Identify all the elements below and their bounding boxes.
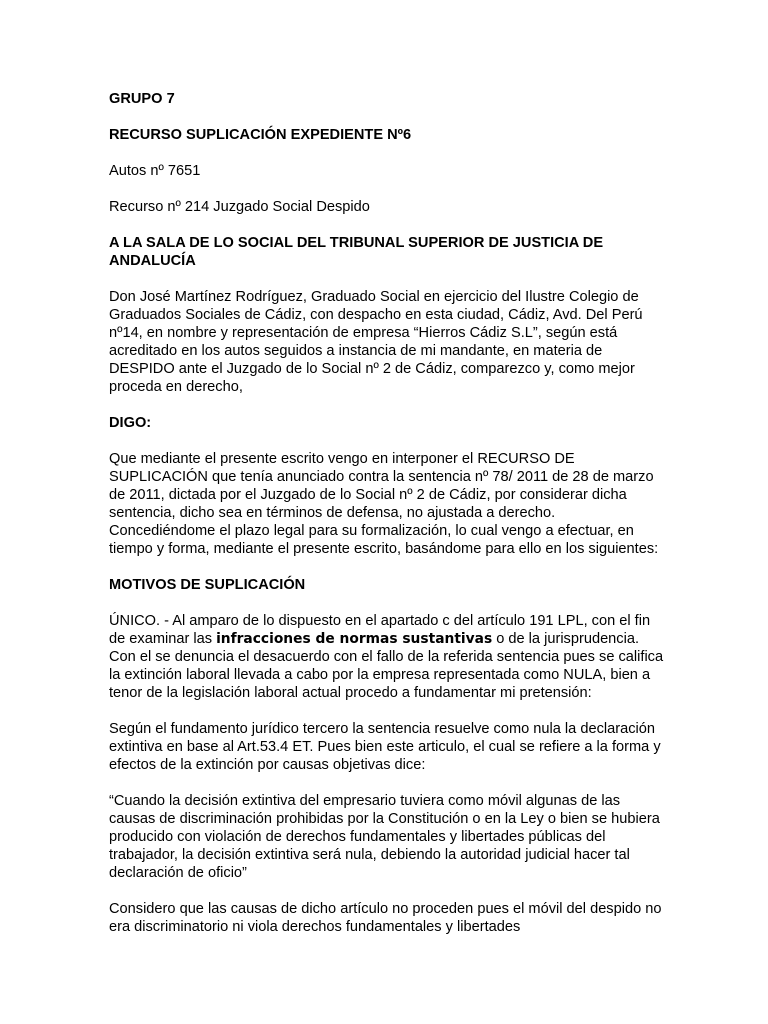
unico-text-1: ÚNICO. - Al amparo de lo dispuesto en el apartado c del artículo 191 LPL, con el fin de examinar las bbox=[109, 613, 651, 647]
motivos-heading: MOTIVOS DE SUPLICACIÓN bbox=[109, 577, 306, 593]
digo-paragraph-2: Concediéndome el plazo legal para su formalización, lo cual vengo a efectuar, en tiempo y forma, mediante el presente escrito, basándome para ello en los siguientes: bbox=[109, 523, 659, 557]
document-title: RECURSO SUPLICACIÓN EXPEDIENTE Nº6 bbox=[109, 127, 412, 143]
group-heading: GRUPO 7 bbox=[109, 91, 175, 107]
intro-paragraph: Don José Martínez Rodríguez, Graduado Social en ejercicio del Ilustre Colegio de Graduados Sociales de Cádiz, con despacho en esta ciudad, Cádiz, Avd. Del Perú nº14, en nombre y representación de empresa “Hierros Cádiz S.L”, según está acreditado en los autos seguidos a instancia de mi mandante, en materia de DESPIDO ante el Juzgado de lo Social nº 2 de Cádiz, comparezco y, como mejor proceda en derecho, bbox=[109, 289, 643, 395]
autos-number: Autos nº 7651 bbox=[109, 163, 201, 179]
digo-heading: DIGO: bbox=[109, 415, 152, 431]
fundamento-paragraph: Según el fundamento jurídico tercero la sentencia resuelve como nula la declaración extintiva en base al Art.53.4 ET. Pues bien este articulo, el cual se refiere a la forma y efectos de la extinción por causas objetivas dice: bbox=[109, 721, 661, 773]
recurso-number: Recurso nº 214 Juzgado Social Despido bbox=[109, 199, 370, 215]
addressee-heading: A LA SALA DE LO SOCIAL DEL TRIBUNAL SUPERIOR DE JUSTICIA DE ANDALUCÍA bbox=[109, 235, 604, 269]
unico-text-2: o de la jurisprudencia. Con el se denuncia el desacuerdo con el fallo de la referida sentencia pues se califica la extinción laboral llevada a cabo por la empresa representada como NULA, bien a tenor de la legislación laboral actual procedo a fundamentar mi pretensión: bbox=[109, 631, 664, 701]
unico-paragraph bbox=[109, 612, 669, 702]
considero-paragraph: Considero que las causas de dicho artículo no proceden pues el móvil del despido no era discriminatorio ni viola derechos fundamentales y libertades bbox=[109, 901, 662, 935]
document-body bbox=[109, 90, 669, 936]
digo-paragraph-1: Que mediante el presente escrito vengo en interponer el RECURSO DE SUPLICACIÓN que tenía anunciado contra la sentencia nº 78/ 2011 de 28 de marzo de 2011, dictada por el Juzgado de lo Social nº 2 de Cádiz, por considerar dicha sentencia, dicho sea en términos de defensa, no ajustada a derecho. bbox=[109, 451, 654, 521]
unico-bold-text: infracciones de normas sustantivas bbox=[216, 631, 493, 647]
quote-paragraph: “Cuando la decisión extintiva del empresario tuviera como móvil algunas de las causas de discriminación prohibidas por la Constitución o en la Ley o bien se hubiera producido con violación de derechos fundamentales y libertades públicas del trabajador, la decisión extintiva será nula, debiendo la autoridad judicial hacer tal declaración de oficio” bbox=[109, 793, 660, 881]
